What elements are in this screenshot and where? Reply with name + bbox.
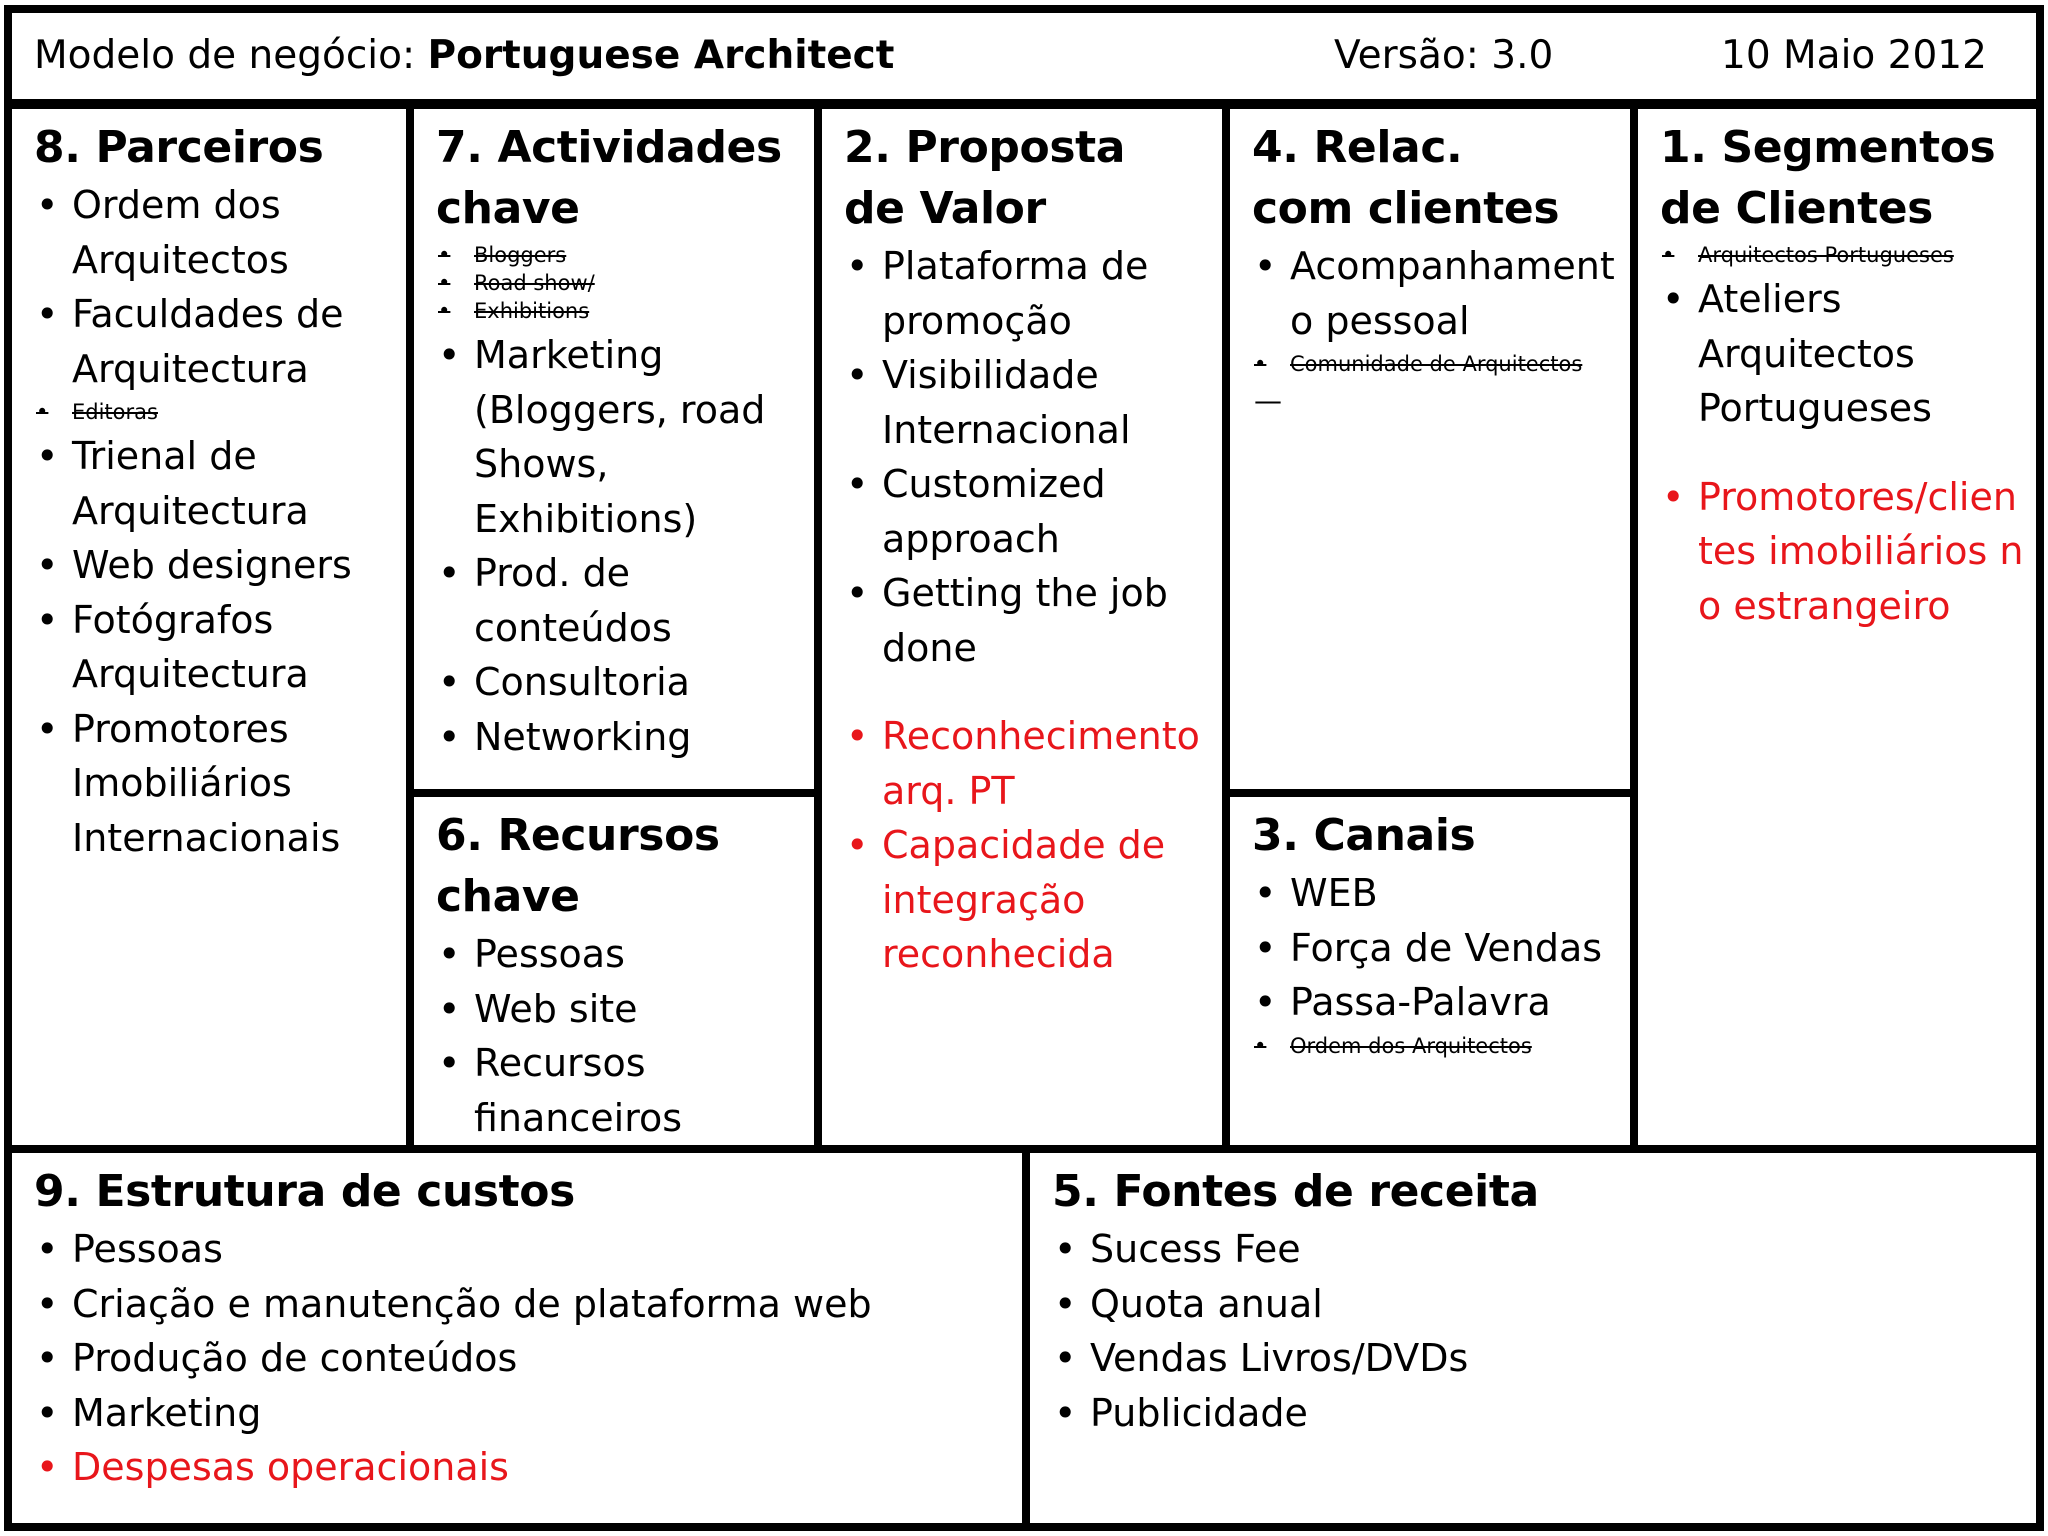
list-item: • Quota anual (1052, 1277, 2036, 1332)
activities-list (436, 328, 814, 764)
list-item: • Pessoas (34, 1222, 1022, 1277)
list-item: • Ordem dos Arquitectos (34, 178, 406, 287)
list-item: • WEB (1252, 866, 1630, 921)
list-item: • Força de Vendas (1252, 921, 1630, 976)
list-item: • Sucess Fee (1052, 1222, 2036, 1277)
list-item: • Trienal de Arquitectura (34, 429, 406, 538)
list-item: • Recursos financeiros (436, 1036, 814, 1145)
activities-block (406, 101, 822, 797)
revenue-title: 5. Fontes de receita (1052, 1166, 1539, 1217)
revenue-streams-block (1022, 1145, 2044, 1531)
list-item: • Passa-Palavra (1252, 975, 1630, 1030)
struck-item: • Editoras (34, 396, 406, 429)
list-item: • Produção de conteúdos (34, 1331, 1022, 1386)
channels-list (1252, 866, 1630, 1030)
partners-list (34, 178, 406, 396)
list-item: • Promotores Imobiliários Internacionais (34, 702, 406, 866)
resources-list (436, 927, 814, 1145)
relations-title: 4. Relac. com clientes (1252, 122, 1560, 234)
activities-title: 7. Actividades chave (436, 122, 782, 234)
struck-item: • Bloggers (436, 239, 814, 272)
partners-block (4, 101, 414, 1153)
value-list (844, 239, 1222, 982)
costs-title: 9. Estrutura de custos (34, 1166, 575, 1217)
value-title: 2. Proposta de Valor (844, 122, 1126, 234)
resources-title: 6. Recursos chave (436, 810, 720, 922)
list-item: • Consultoria (436, 655, 814, 710)
header-bar (4, 5, 2044, 107)
list-item: • Web site (436, 982, 814, 1037)
list-item-highlight: • Capacidade de integração reconhecida (844, 818, 1222, 982)
list-item: • Web designers (34, 538, 406, 593)
list-item-highlight: • Promotores/clientes imobiliários no estrangeiro (1660, 470, 2036, 634)
list-item-highlight: • Reconhecimento arq. PT (844, 709, 1222, 818)
relations-list (1252, 239, 1630, 348)
channels-block (1222, 789, 1638, 1153)
partners-list-continued (34, 429, 406, 865)
list-item: • Customized approach (844, 457, 1222, 566)
struck-item: • Arquitectos Portugueses (1660, 239, 2036, 272)
costs-list (34, 1222, 1022, 1495)
list-item-highlight: • Despesas operacionais (34, 1440, 1022, 1495)
list-item: • Ateliers Arquitectos Portugueses (1660, 272, 2036, 436)
struck-item: • Exhibitions (436, 295, 814, 328)
list-item: • Prod. de conteúdos (436, 546, 814, 655)
list-item: • Acompanhamento pessoal (1252, 239, 1630, 348)
business-name: Portuguese Architect (427, 33, 895, 78)
segments-list (1660, 272, 2036, 633)
struck-item: • Comunidade de Arquitectos (1252, 348, 1630, 381)
customer-relations-block (1222, 101, 1638, 797)
cost-structure-block (4, 1145, 1030, 1531)
version-label: Versão: 3.0 (1334, 33, 1554, 78)
title-prefix: Modelo de negócio: (34, 33, 428, 78)
revenue-list (1052, 1222, 2036, 1440)
list-item: • Vendas Livros/DVDs (1052, 1331, 2036, 1386)
list-item: • Visibilidade Internacional (844, 348, 1222, 457)
customer-segments-block (1630, 101, 2044, 1153)
date-label: 10 Maio 2012 (1721, 33, 1987, 78)
dash-mark: — (1254, 384, 1282, 417)
list-item: • Criação e manutenção de plataforma web (34, 1277, 1022, 1332)
list-item: • Plataforma de promoção (844, 239, 1222, 348)
list-item: • Faculdades de Arquitectura (34, 287, 406, 396)
list-item: • Networking (436, 710, 814, 765)
resources-block (406, 789, 822, 1153)
list-item: • Marketing (34, 1386, 1022, 1441)
partners-title: 8. Parceiros (34, 122, 324, 173)
list-item: • Marketing (Bloggers, road Shows, Exhibitions) (436, 328, 814, 546)
list-item: • Getting the job done (844, 566, 1222, 675)
model-title (34, 13, 894, 99)
struck-item: • Road show/ (436, 267, 814, 300)
struck-item: • Ordem dos Arquitectos (1252, 1030, 1630, 1063)
segments-title: 1. Segmentos de Clientes (1660, 122, 1996, 234)
channels-title: 3. Canais (1252, 810, 1476, 861)
list-item: • Pessoas (436, 927, 814, 982)
list-item: • Publicidade (1052, 1386, 2036, 1441)
value-proposition-block (814, 101, 1230, 1153)
list-item: • Fotógrafos Arquitectura (34, 593, 406, 702)
